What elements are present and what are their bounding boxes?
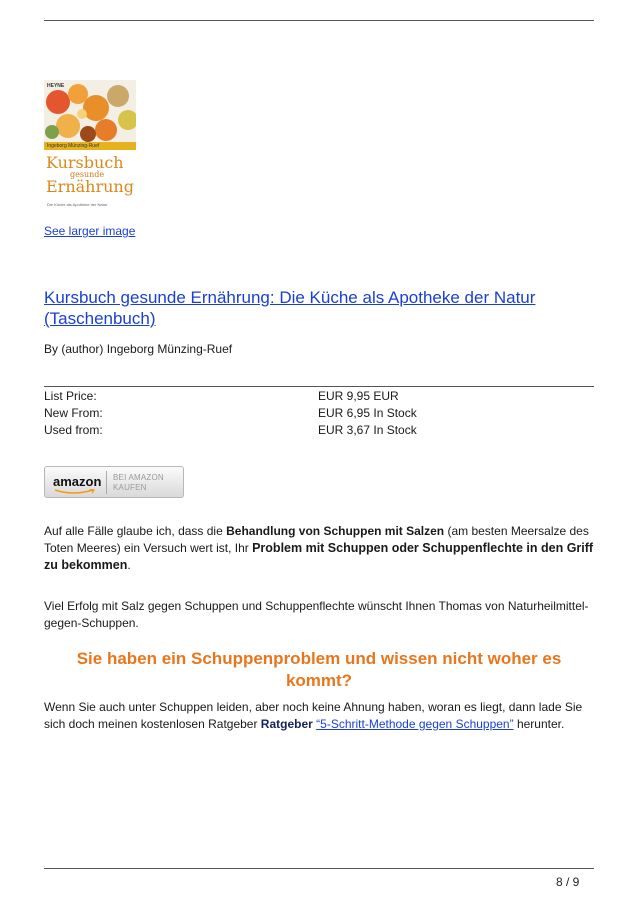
price-value: EUR 6,95 In Stock bbox=[318, 406, 417, 420]
book-author: By (author) Ingeborg Münzing-Ruef bbox=[44, 342, 233, 356]
para3-text: herunter. bbox=[513, 717, 565, 731]
header-rule bbox=[44, 20, 594, 21]
amazon-button-line1: BEI AMAZON bbox=[113, 473, 164, 482]
amazon-button-text bbox=[113, 473, 183, 493]
amazon-logo: amazon bbox=[53, 474, 102, 489]
price-table bbox=[44, 389, 594, 440]
paragraph-guide bbox=[44, 699, 594, 733]
cover-subtitle: Die Küche als Apotheke der Natur bbox=[47, 202, 108, 207]
fruit-illustration bbox=[44, 80, 136, 142]
price-value: EUR 9,95 EUR bbox=[318, 389, 399, 403]
cover-title-line2: gesunde bbox=[70, 170, 105, 179]
para1-text: . bbox=[127, 558, 131, 572]
guide-download-link[interactable]: “5-Schritt-Methode gegen Schuppen” bbox=[316, 717, 514, 731]
price-row-used bbox=[44, 423, 594, 440]
publisher-logo: HEYNE bbox=[47, 83, 65, 89]
para3-text: Wenn Sie auch unter Schuppen leiden, aber noch keine Ahnung haben, woran es liegt, dann lade Sie sich doch meinen kostenlosen Ratgeber bbox=[44, 700, 583, 731]
para1-bold-treatment: Behandlung von Schuppen mit Salzen bbox=[226, 524, 445, 538]
price-value: EUR 3,67 In Stock bbox=[318, 423, 417, 437]
book-cover-image[interactable] bbox=[44, 80, 136, 215]
page-number: 8 / 9 bbox=[556, 875, 580, 889]
amazon-button-line2: KAUFEN bbox=[113, 483, 147, 492]
amazon-smile-icon bbox=[53, 489, 99, 495]
section-heading: Sie haben ein Schuppenproblem und wissen nicht woher es kommt? bbox=[76, 649, 562, 690]
para3-bold-ratgeber: Ratgeber bbox=[260, 717, 313, 731]
para1-bold-problem: Problem mit Schuppen oder Schuppenflechte in den Griff zu bekommen bbox=[44, 541, 594, 572]
price-label: List Price: bbox=[44, 389, 97, 403]
price-row-new bbox=[44, 406, 594, 423]
book-title-link[interactable]: Kursbuch gesunde Ernährung: Die Küche als Apotheke der Natur (Taschenbuch) bbox=[44, 288, 536, 328]
para1-text: Auf alle Fälle glaube ich, dass die bbox=[44, 524, 227, 538]
buy-at-amazon-button[interactable] bbox=[44, 466, 184, 498]
paragraph-good-luck: Viel Erfolg mit Salz gegen Schuppen und Schuppenflechte wünscht Ihnen Thomas von Naturheilmittel-gegen-Schuppen. bbox=[44, 599, 589, 630]
cover-title-line1: Kursbuch bbox=[46, 153, 124, 172]
price-table-rule bbox=[44, 386, 594, 387]
cover-title bbox=[46, 155, 136, 195]
cover-title-line3: Ernährung bbox=[46, 177, 134, 196]
amazon-button-divider bbox=[106, 471, 107, 494]
price-label: New From: bbox=[44, 406, 103, 420]
see-larger-image-link[interactable]: See larger image bbox=[44, 224, 136, 238]
price-label: Used from: bbox=[44, 423, 103, 437]
paragraph-salt-treatment bbox=[44, 523, 594, 574]
cover-author-band: Ingeborg Münzing-Ruef bbox=[44, 142, 136, 150]
footer-rule bbox=[44, 868, 594, 869]
price-row-list bbox=[44, 389, 594, 406]
para1-text: (am besten Meersalze des Toten Meeres) ein Versuch wert ist, Ihr bbox=[44, 524, 589, 555]
